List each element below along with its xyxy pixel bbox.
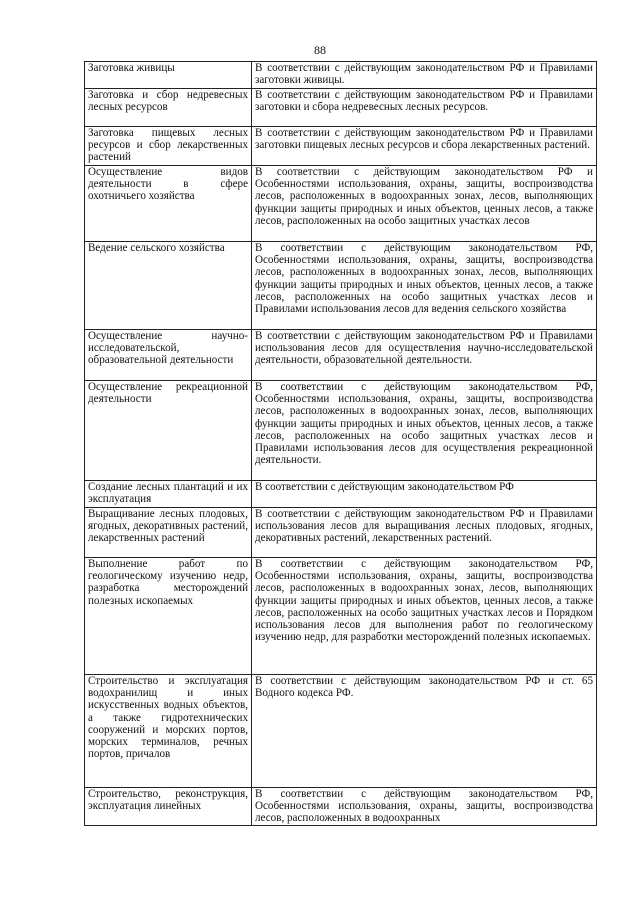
forest-use-table bbox=[84, 61, 597, 826]
activity-cell: Строительство и эксплуатация водохранилищ и иных искусственных водных объектов, а также гидротехнических сооружений и морских портов, морских терминалов, речных портов, причалов bbox=[85, 675, 252, 788]
table-row bbox=[85, 89, 597, 127]
table-row bbox=[85, 330, 597, 381]
activity-cell: Осуществление рекреационной деятельности bbox=[85, 381, 252, 481]
requirements-cell: В соответствии с действующим законодательством РФ, Особенностями использования, охраны, защиты, воспроизводства лесов, расположенных в водоохранных зонах, лесов, выполняющих функции защиты природных и иных объектов, ценных лесов, а также лесов, расположенных на особо защитных участках лесов и Правилами использования лесов для ведения сельского хозяйства bbox=[252, 242, 597, 330]
activity-cell: Осуществление научно-исследовательской, образовательной деятельности bbox=[85, 330, 252, 381]
requirements-cell: В соответствии с действующим законодательством РФ и Правилами заготовки живицы. bbox=[252, 62, 597, 89]
page-number: 88 bbox=[314, 43, 326, 57]
requirements-cell: В соответствии с действующим законодательством РФ и Правилами заготовки пищевых лесных ресурсов и сбора лекарственных растений. bbox=[252, 127, 597, 166]
requirements-cell: В соответствии с действующим законодательством РФ и Особенностями использования, охраны, защиты, воспроизводства лесов, расположенных в водоохранных зонах, лесов, выполняющих функции защиты природных и иных объектов, ценных лесов, а также лесов, расположенных на особо защитных участках лесов bbox=[252, 166, 597, 242]
activity-cell: Заготовка живицы bbox=[85, 62, 252, 89]
table-row bbox=[85, 508, 597, 558]
activity-cell: Выращивание лесных плодовых, ягодных, декоративных растений, лекарственных растений bbox=[85, 508, 252, 558]
table-row bbox=[85, 788, 597, 826]
table-row bbox=[85, 675, 597, 788]
table-row bbox=[85, 242, 597, 330]
activity-cell: Заготовка пищевых лесных ресурсов и сбор лекарственных растений bbox=[85, 127, 252, 166]
requirements-cell: В соответствии с действующим законодательством РФ и Правилами использования лесов для осуществления научно-исследовательской деятельности, образовательной деятельности. bbox=[252, 330, 597, 381]
table-row bbox=[85, 558, 597, 675]
requirements-cell: В соответствии с действующим законодательством РФ bbox=[252, 481, 597, 508]
activity-cell: Ведение сельского хозяйства bbox=[85, 242, 252, 330]
activity-cell: Осуществление видов деятельности в сфере охотничьего хозяйства bbox=[85, 166, 252, 242]
requirements-cell: В соответствии с действующим законодательством РФ и ст. 65 Водного кодекса РФ. bbox=[252, 675, 597, 788]
requirements-cell: В соответствии с действующим законодательством РФ, Особенностями использования, охраны, защиты, воспроизводства лесов, расположенных в водоохранных bbox=[252, 788, 597, 826]
activity-cell: Строительство, реконструкция, эксплуатация линейных bbox=[85, 788, 252, 826]
requirements-cell: В соответствии с действующим законодательством РФ, Особенностями использования, охраны, защиты, воспроизводства лесов, расположенных в водоохранных зонах, лесов, выполняющих функции защиты природных и иных объектов, ценных лесов, а также лесов, расположенных на особо защитных участках лесов и Порядком использования лесов для выполнения работ по геологическому изучению недр, для разработки месторождений полезных ископаемых. bbox=[252, 558, 597, 675]
activity-cell: Заготовка и сбор недревесных лесных ресурсов bbox=[85, 89, 252, 127]
activity-cell: Создание лесных плантаций и их эксплуатация bbox=[85, 481, 252, 508]
requirements-cell: В соответствии с действующим законодательством РФ, Особенностями использования, охраны, защиты, воспроизводства лесов, расположенных в водоохранных зонах, лесов, выполняющих функции защиты природных и иных объектов, ценных лесов, а также лесов, расположенных на особо защитных участках лесов и Правилами использования лесов для осуществления рекреационной деятельности. bbox=[252, 381, 597, 481]
table-row bbox=[85, 62, 597, 89]
table-row bbox=[85, 127, 597, 166]
table-row bbox=[85, 381, 597, 481]
table-row bbox=[85, 481, 597, 508]
activity-cell: Выполнение работ по геологическому изучению недр, разработка месторождений полезных ископаемых bbox=[85, 558, 252, 675]
requirements-cell: В соответствии с действующим законодательством РФ и Правилами заготовки и сбора недревесных лесных ресурсов. bbox=[252, 89, 597, 127]
table-row bbox=[85, 166, 597, 242]
requirements-cell: В соответствии с действующим законодательством РФ и Правилами использования лесов для выращивания лесных плодовых, ягодных, декоративных растений, лекарственных растений. bbox=[252, 508, 597, 558]
